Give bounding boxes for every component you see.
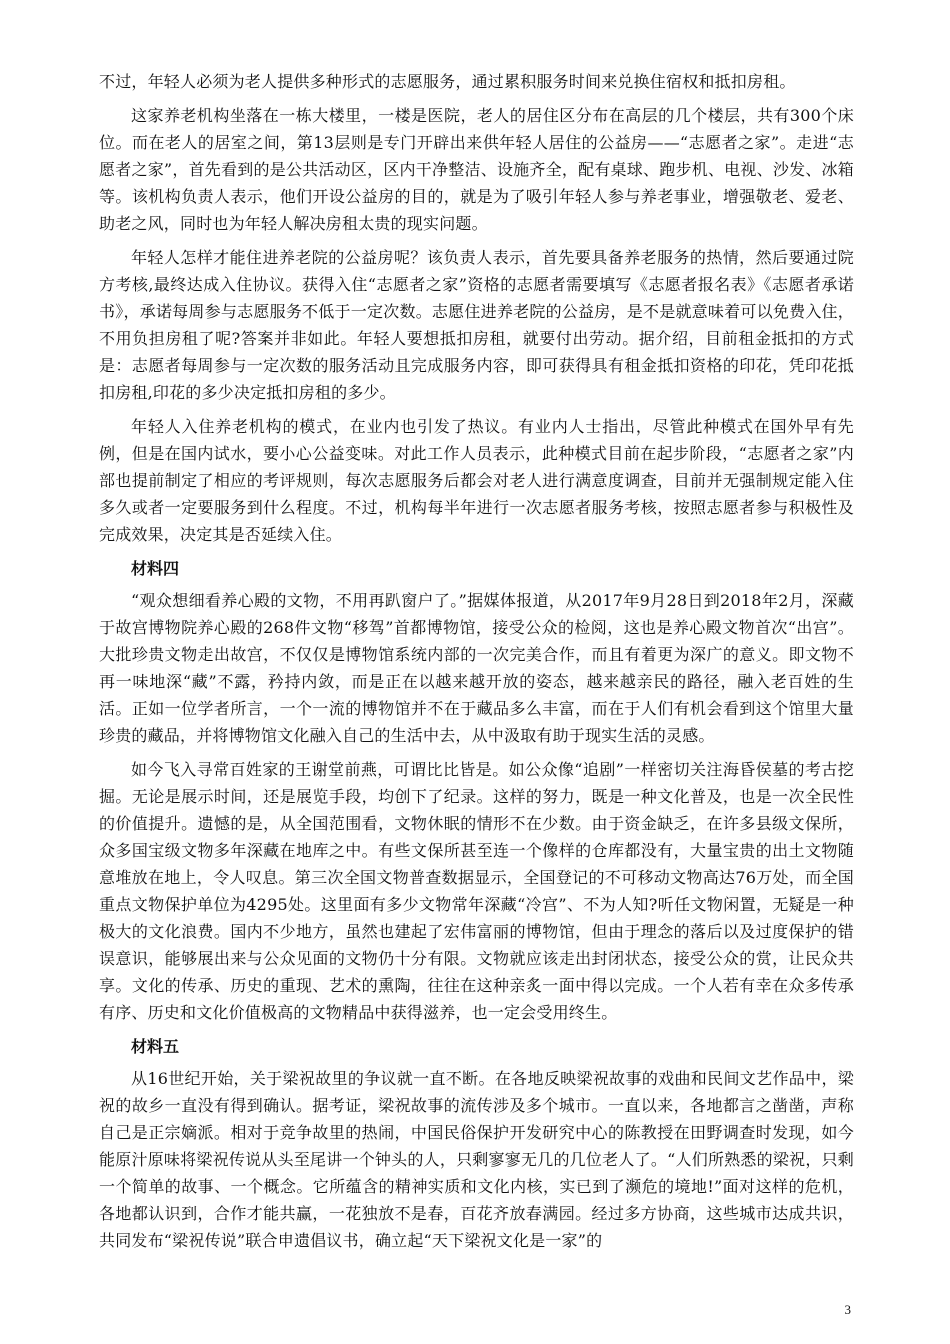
- paragraph-palace-museum: “观众想细看养心殿的文物，不用再趴窗户了。”据媒体报道，从2017年9月28日到2018年2月，深藏于故宫博物院养心殿的268件文物“移驾”首都博物馆，接受公众的检阅，这也是养心殿文物首次“出宫”。大批珍贵文物走出故宫，不仅仅是博物馆系统内部的一次完美合作，而且有着更为深广的意义。即文物不再一味地深“藏”不露，矜持内敛，而是正在以越来越开放的姿态，越来越亲民的路径，融入老百姓的生活。正如一位学者所言，一个一流的博物馆并不在于藏品多么丰富，而在于人们有机会看到这个馆里大量珍贵的藏品，并将博物馆文化融入自己的生活中去，从中汲取有助于现实生活的灵感。: [99, 591, 854, 745]
- paragraph-debate: 年轻人入住养老机构的模式，在业内也引发了热议。有业内人士指出，尽管此种模式在国外早有先例，但是在国内试水，要小心公益变味。对此工作人员表示，此种模式目前在起步阶段，“志愿者之家”内部也提前制定了相应的考评规则，每次志愿服务后都会对老人进行满意度调查，目前并无强制规定能入住多久或者一定要服务到什么程度。不过，机构每半年进行一次志愿者服务考核，按照志愿者参与积极性及完成效果，决定其是否延续入住。: [99, 417, 854, 544]
- paragraph-how-to-live: 年轻人怎样才能住进养老院的公益房呢？该负责人表示，首先要具备养老服务的热情，然后要通过院方考核,最终达成入住协议。获得入住“志愿者之家”资格的志愿者需要填写《志愿者报名表》《志愿者承诺书》，承诺每周参与志愿服务不低于一定次数。志愿住进养老院的公益房，是不是就意味着可以免费入住，不用负担房租了呢?答案并非如此。年轻人要想抵扣房租，就要付出劳动。据介绍，目前租金抵扣的方式是：志愿者每周参与一定次数的服务活动且完成服务内容，即可获得具有租金抵扣资格的印花，凭印花抵扣房租,印花的多少决定抵扣房租的多少。: [99, 248, 854, 402]
- paragraph-liangzhu: 从16世纪开始，关于梁祝故里的争议就一直不断。在各地反映梁祝故事的戏曲和民间文艺作品中，梁祝的故乡一直没有得到确认。据考证，梁祝故事的流传涉及多个城市。一直以来，各地都言之凿凿，声称自己是正宗嫡派。相对于竞争故里的热闹，中国民俗保护开发研究中心的陈教授在田野调查时发现，如今能原汁原味将梁祝传说从头至尾讲一个钟头的人，只剩寥寥无几的几位老人了。“人们所熟悉的梁祝，只剩一个简单的故事、一个概念。它所蕴含的精神实质和文化内核，实已到了濒危的境地!”面对这样的危机，各地都认识到，合作才能共赢，一花独放不是春，百花齐放春满园。经过多方协商，这些城市达成共识，共同发布“梁祝传说”联合申遗倡议书，确立起“天下梁祝文化是一家”的: [99, 1069, 854, 1250]
- paragraph-relics-dormant: 如今飞入寻常百姓家的王谢堂前燕，可谓比比皆是。如公众像“追剧”一样密切关注海昏侯墓的考古挖掘。无论是展示时间，还是展览手段，均创下了纪录。这样的努力，既是一种文化普及，也是一次全民性的价值提升。遗憾的是，从全国范围看，文物休眠的情形不在少数。由于资金缺乏，在许多县级文保所，众多国宝级文物多年深藏在地库之中。有些文保所甚至连一个像样的仓库都没有，大量宝贵的出土文物随意堆放在地上，令人叹息。第三次全国文物普查数据显示，全国登记的不可移动文物高达76万处，而全国重点文物保护单位为4295处。这里面有多少文物常年深藏“冷宫”、不为人知?听任文物闲置，无疑是一种极大的文化浪费。国内不少地方，虽然也建起了宏伟富丽的博物馆，但由于理念的落后以及过度保护的错误意识，能够展出来与公众见面的文物仍十分有限。文物就应该走出封闭状态，接受公众的赏，让民众共享。文化的传承、历史的重现、艺术的熏陶，往往在这种亲炙一面中得以完成。一个人若有幸在众多传承有序、历史和文化价值极高的文物精品中获得滋养，也一定会受用终生。: [99, 760, 854, 1022]
- document-page: [99, 68, 854, 1261]
- paragraph-continued: 不过，年轻人必须为老人提供多种形式的志愿服务，通过累积服务时间来兑换住宿权和抵扣房租。: [99, 72, 796, 91]
- section-heading-4: 材料四: [131, 559, 180, 578]
- section-heading-5: 材料五: [131, 1037, 180, 1056]
- paragraph-nursing-home: 这家养老机构坐落在一栋大楼里，一楼是医院，老人的居住区分布在高层的几个楼层，共有300个床位。而在老人的居室之间，第13层则是专门开辟出来供年轻人居住的公益房——“志愿者之家”。走进“志愿者之家”，首先看到的是公共活动区，区内干净整洁、设施齐全，配有桌球、跑步机、电视、沙发、冰箱等。该机构负责人表示，他们开设公益房的目的，就是为了吸引年轻人参与养老事业，增强敬老、爱老、助老之风，同时也为年轻人解决房租太贵的现实问题。: [99, 106, 854, 233]
- page-number: 3: [844, 1302, 851, 1317]
